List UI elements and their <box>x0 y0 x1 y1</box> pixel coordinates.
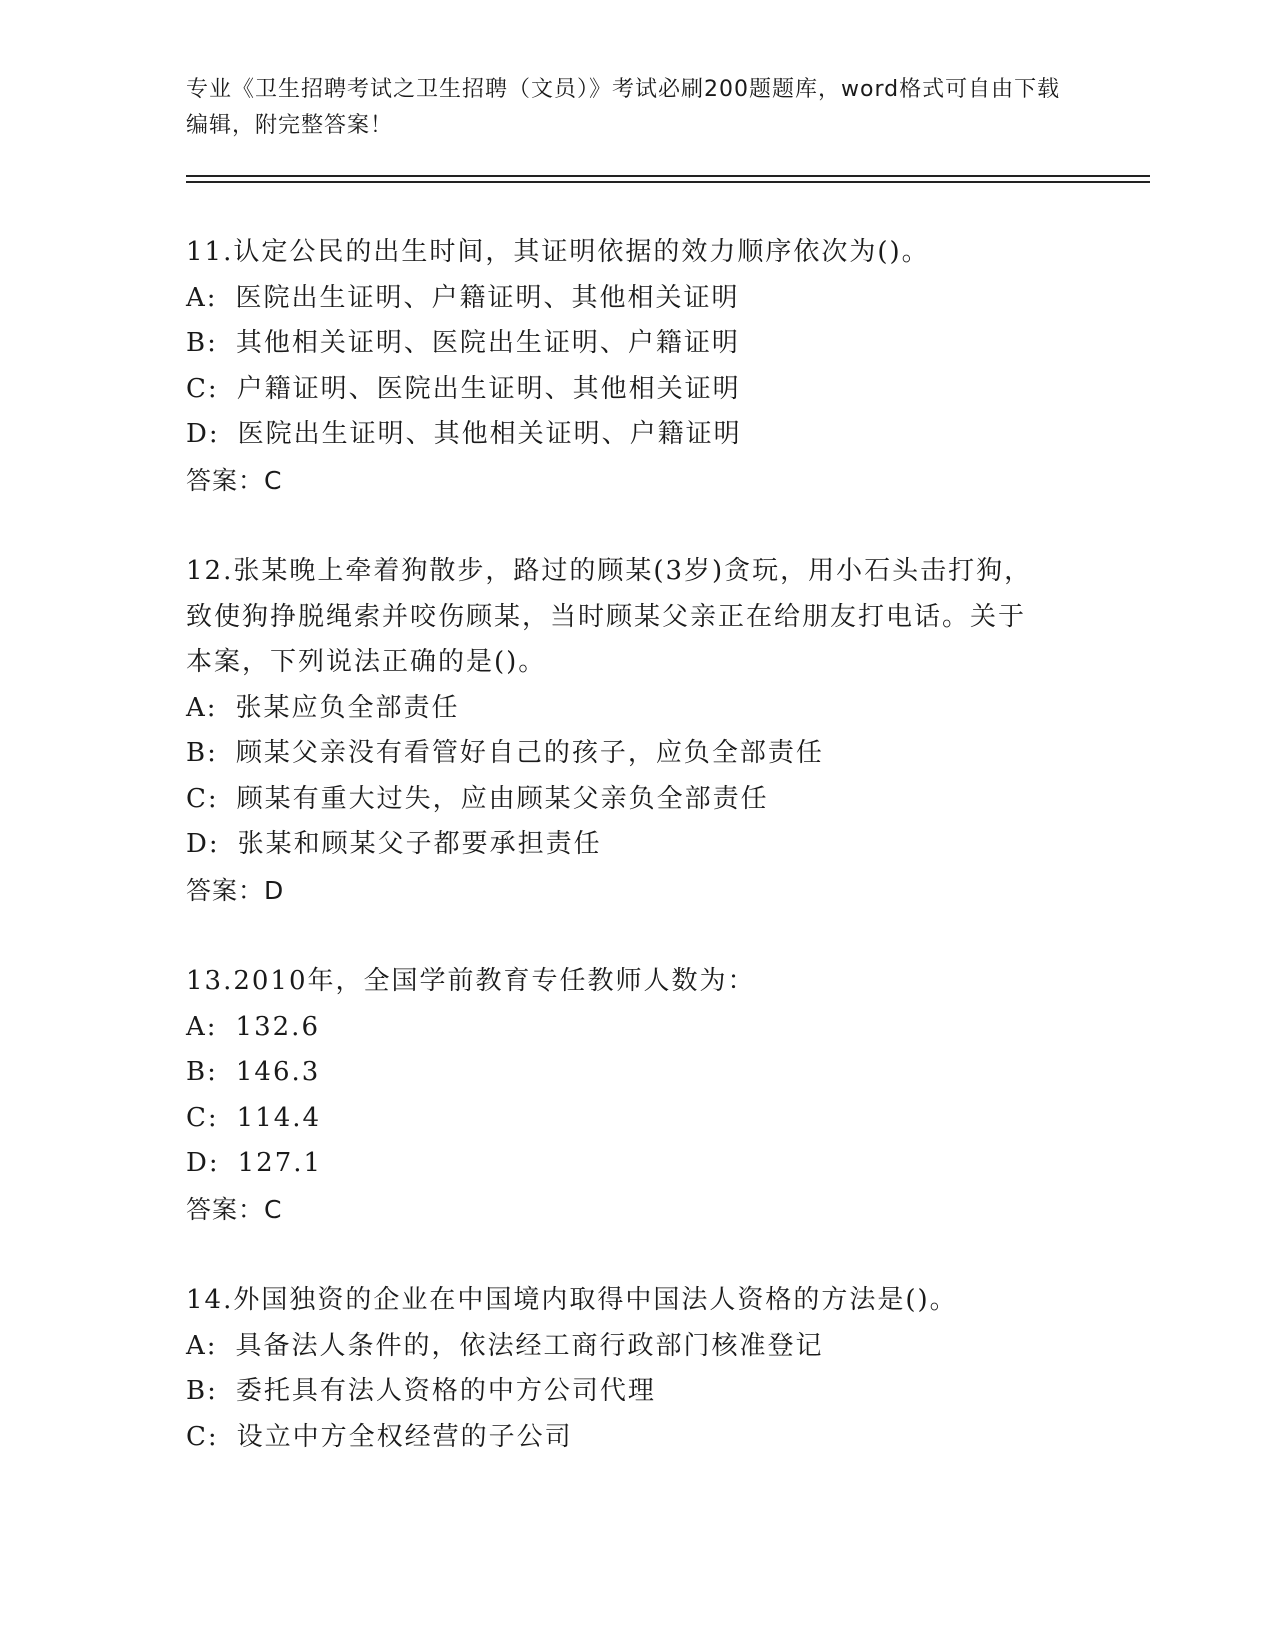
option-c <box>186 1096 1086 1142</box>
answer-line: 答案：C <box>186 465 283 495</box>
header-intro: 专业《卫生招聘考试之卫生招聘（文员）》考试必刷200题题库，word格式可自由下载编辑，附完整答案！ <box>186 77 1061 138</box>
option-text: 146.3 <box>235 1057 321 1087</box>
option-text: 具备法人条件的，依法经工商行政部门核准登记 <box>235 1330 824 1361</box>
question-list <box>186 230 1086 1506</box>
option-text: 顾某有重大过失，应由顾某父亲负全部责任 <box>236 783 769 814</box>
option-b <box>186 731 1086 777</box>
question-stem: 11.认定公民的出生时间，其证明依据的效力顺序依次为()。 <box>186 237 930 267</box>
option-letter: C: <box>186 373 219 404</box>
option-d <box>186 822 1086 868</box>
option-a <box>186 686 1086 732</box>
option-letter: B: <box>186 328 218 358</box>
option-text: 顾某父亲没有看管好自己的孩子，应负全部责任 <box>235 738 824 768</box>
question-stem: 13.2010年，全国学前教育专任教师人数为： <box>186 966 756 996</box>
option-text: 医院出生证明、户籍证明、其他相关证明 <box>235 282 740 313</box>
option-text: 设立中方全权经营的子公司 <box>236 1421 573 1452</box>
question-12 <box>186 549 1086 913</box>
option-text: 其他相关证明、医院出生证明、户籍证明 <box>235 328 740 358</box>
option-letter: D: <box>186 419 220 449</box>
option-letter: C: <box>186 783 219 814</box>
option-letter: A: <box>186 1330 218 1361</box>
question-14 <box>186 1278 1086 1460</box>
question-stem: 致使狗挣脱绳索并咬伤顾某，当时顾某父亲正在给朋友打电话。关于 <box>186 601 1027 632</box>
option-text: 127.1 <box>237 1148 323 1178</box>
answer-line: 答案：C <box>186 1194 283 1224</box>
option-c <box>186 367 1086 413</box>
option-letter: A: <box>186 1011 218 1042</box>
option-letter: C: <box>186 1421 219 1452</box>
option-a <box>186 1005 1086 1051</box>
question-11 <box>186 230 1086 503</box>
option-letter: A: <box>186 282 218 313</box>
option-letter: B: <box>186 1376 218 1406</box>
option-text: 医院出生证明、其他相关证明、户籍证明 <box>237 419 742 449</box>
option-text: 132.6 <box>235 1011 320 1042</box>
option-d <box>186 412 1086 458</box>
option-letter: B: <box>186 738 218 768</box>
option-text: 114.4 <box>236 1102 322 1133</box>
option-a <box>186 1324 1086 1370</box>
option-letter: D: <box>186 1148 220 1178</box>
option-letter: C: <box>186 1102 219 1133</box>
question-stem: 12.张某晚上牵着狗散步，路过的顾某(3岁)贪玩，用小石头击打狗， <box>186 556 1033 586</box>
option-letter: A: <box>186 692 218 723</box>
question-stem: 本案，下列说法正确的是()。 <box>186 647 547 677</box>
option-letter: D: <box>186 829 220 859</box>
answer-line: 答案：D <box>186 875 285 905</box>
header-rule-top <box>186 175 1150 177</box>
option-letter: B: <box>186 1057 218 1087</box>
option-text: 委托具有法人资格的中方公司代理 <box>235 1376 656 1406</box>
option-c <box>186 777 1086 823</box>
option-text: 张某应负全部责任 <box>235 692 460 723</box>
option-b <box>186 321 1086 367</box>
option-d <box>186 1141 1086 1187</box>
header-rule-bottom <box>186 181 1150 183</box>
option-text: 张某和顾某父子都要承担责任 <box>237 829 602 859</box>
question-stem: 14.外国独资的企业在中国境内取得中国法人资格的方法是()。 <box>186 1285 958 1315</box>
option-b <box>186 1369 1086 1415</box>
option-text: 户籍证明、医院出生证明、其他相关证明 <box>236 373 741 404</box>
option-a <box>186 276 1086 322</box>
option-b <box>186 1050 1086 1096</box>
option-c <box>186 1415 1086 1461</box>
question-13 <box>186 959 1086 1232</box>
